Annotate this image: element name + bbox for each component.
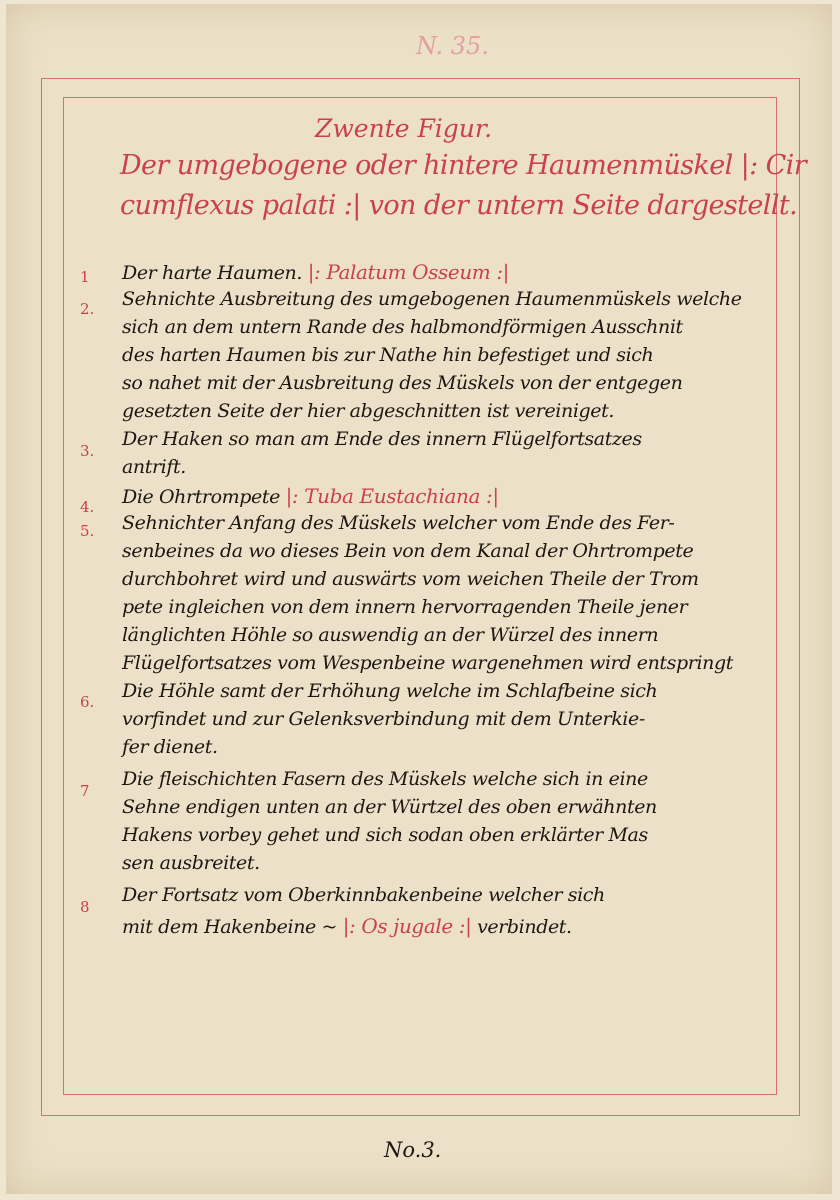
- entry-line: Sehne endigen unten an der Würtzel des oben erwähnten: [122, 796, 657, 818]
- catchword: No.3.: [384, 1138, 442, 1162]
- entry-text-after: verbindet.: [477, 916, 572, 938]
- entry-line: fer dienet.: [122, 736, 218, 758]
- entry-line: Hakens vorbey gehet und sich sodan oben erklärter Mas: [122, 824, 648, 846]
- figure-subtitle: Zwente Figur.: [315, 114, 493, 143]
- entry-number: 4.: [80, 498, 95, 516]
- latin-term: |: Os jugale :|: [342, 914, 472, 938]
- entry-line: [122, 484, 499, 508]
- entry-number: 7: [80, 782, 90, 800]
- entry-number: 2.: [80, 300, 95, 318]
- entry-line: pete ingleichen von dem innern hervorragenden Theile jener: [122, 596, 688, 618]
- entry-line: vorfindet und zur Gelenksverbindung mit dem Unterkie-: [122, 708, 645, 730]
- latin-term: |: Tuba Eustachiana :|: [285, 484, 499, 508]
- entry-line: gesetzten Seite der hier abgeschnitten ist vereiniget.: [122, 400, 614, 422]
- entry-line: Sehnichter Anfang des Müskels welcher vom Ende des Fer-: [122, 512, 675, 534]
- entry-line: so nahet mit der Ausbreitung des Müskels von der entgegen: [122, 372, 683, 394]
- entry-text: Die Ohrtrompete: [122, 486, 280, 508]
- entry-number: 3.: [80, 442, 95, 460]
- entry-line: senbeines da wo dieses Bein von dem Kanal der Ohrtrompete: [122, 540, 694, 562]
- entry-number: 5.: [80, 522, 95, 540]
- entry-line: sich an dem untern Rande des halbmondförmigen Ausschnit: [122, 316, 683, 338]
- figure-title-line-1: Der umgebogene oder hintere Haumenmüskel |: Cir: [120, 150, 807, 181]
- folio-number: N. 35.: [416, 32, 489, 60]
- entry-line: [122, 260, 509, 284]
- entry-line: Der Fortsatz vom Oberkinnbakenbeine welcher sich: [122, 884, 605, 906]
- entry-line: [122, 914, 572, 938]
- entry-line: Sehnichte Ausbreitung des umgebogenen Haumenmüskels welche: [122, 288, 742, 310]
- entry-line: länglichten Höhle so auswendig an der Würzel des innern: [122, 624, 659, 646]
- entry-number: 8: [80, 898, 90, 916]
- entry-line: durchbohret wird und auswärts vom weichen Theile der Trom: [122, 568, 699, 590]
- entry-line: Die fleischichten Fasern des Müskels welche sich in eine: [122, 768, 648, 790]
- entry-line: Die Höhle samt der Erhöhung welche im Schlafbeine sich: [122, 680, 658, 702]
- entry-line: Der Haken so man am Ende des innern Flügelfortsatzes: [122, 428, 642, 450]
- entry-line: des harten Haumen bis zur Nathe hin befestiget und sich: [122, 344, 654, 366]
- entry-line: Flügelfortsatzes vom Wespenbeine wargenehmen wird entspringt: [122, 652, 733, 674]
- entry-line: antrift.: [122, 456, 186, 478]
- entry-text: Der harte Haumen.: [122, 262, 303, 284]
- latin-term: |: Palatum Osseum :|: [307, 260, 510, 284]
- entry-number: 6.: [80, 693, 95, 711]
- figure-title-line-2: cumflexus palati :| von der untern Seite dargestellt.: [120, 190, 798, 221]
- entry-number: 1: [80, 268, 90, 286]
- entry-text: mit dem Hakenbeine ~: [122, 916, 338, 938]
- entry-line: sen ausbreitet.: [122, 852, 260, 874]
